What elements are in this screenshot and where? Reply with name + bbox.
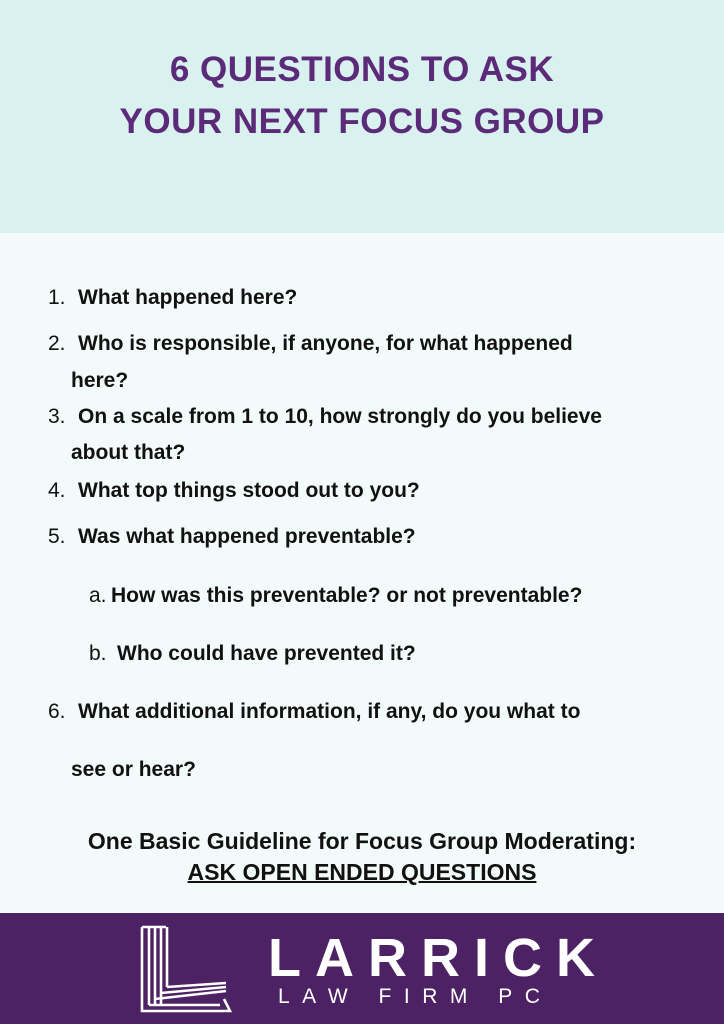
brand-subtitle: LAW FIRM PC	[278, 985, 553, 1008]
guideline-heading: One Basic Guideline for Focus Group Moderating:	[87, 828, 637, 854]
guideline-emphasis-row	[0, 859, 724, 886]
question-6-number: 6.	[48, 700, 66, 723]
question-6-text: What additional information, if any, do you what to	[78, 700, 581, 723]
question-5b-text: Who could have prevented it?	[117, 642, 416, 665]
question-6-continuation: see or hear?	[71, 758, 196, 781]
question-5a-text: How was this preventable? or not preventable?	[111, 584, 583, 607]
larrick-logo-icon	[140, 925, 232, 1013]
question-2-continuation: here?	[71, 369, 129, 392]
header-banner	[0, 0, 724, 233]
question-5-text: Was what happened preventable?	[78, 525, 416, 548]
question-2-number: 2.	[48, 332, 66, 355]
question-1-number: 1.	[48, 286, 66, 309]
brand-name: LARRICK	[268, 928, 609, 988]
question-2-text: Who is responsible, if anyone, for what happened	[78, 332, 573, 355]
question-3-number: 3.	[48, 405, 66, 428]
question-5-number: 5.	[48, 525, 66, 548]
question-1-text: What happened here?	[78, 286, 298, 309]
page-title-line-2: YOUR NEXT FOCUS GROUP	[119, 102, 605, 141]
question-list	[0, 233, 724, 913]
question-4-text: What top things stood out to you?	[78, 479, 420, 502]
question-3-continuation: about that?	[71, 441, 186, 464]
question-4-number: 4.	[48, 479, 66, 502]
question-5b-letter: b.	[89, 642, 107, 665]
page-title-line-1: 6 QUESTIONS TO ASK	[169, 50, 555, 89]
question-3-text: On a scale from 1 to 10, how strongly do you believe	[78, 405, 602, 428]
guideline-emphasis: ASK OPEN ENDED QUESTIONS	[187, 859, 537, 885]
footer-brand-bar	[0, 913, 724, 1024]
question-5a-letter: a.	[89, 584, 107, 607]
